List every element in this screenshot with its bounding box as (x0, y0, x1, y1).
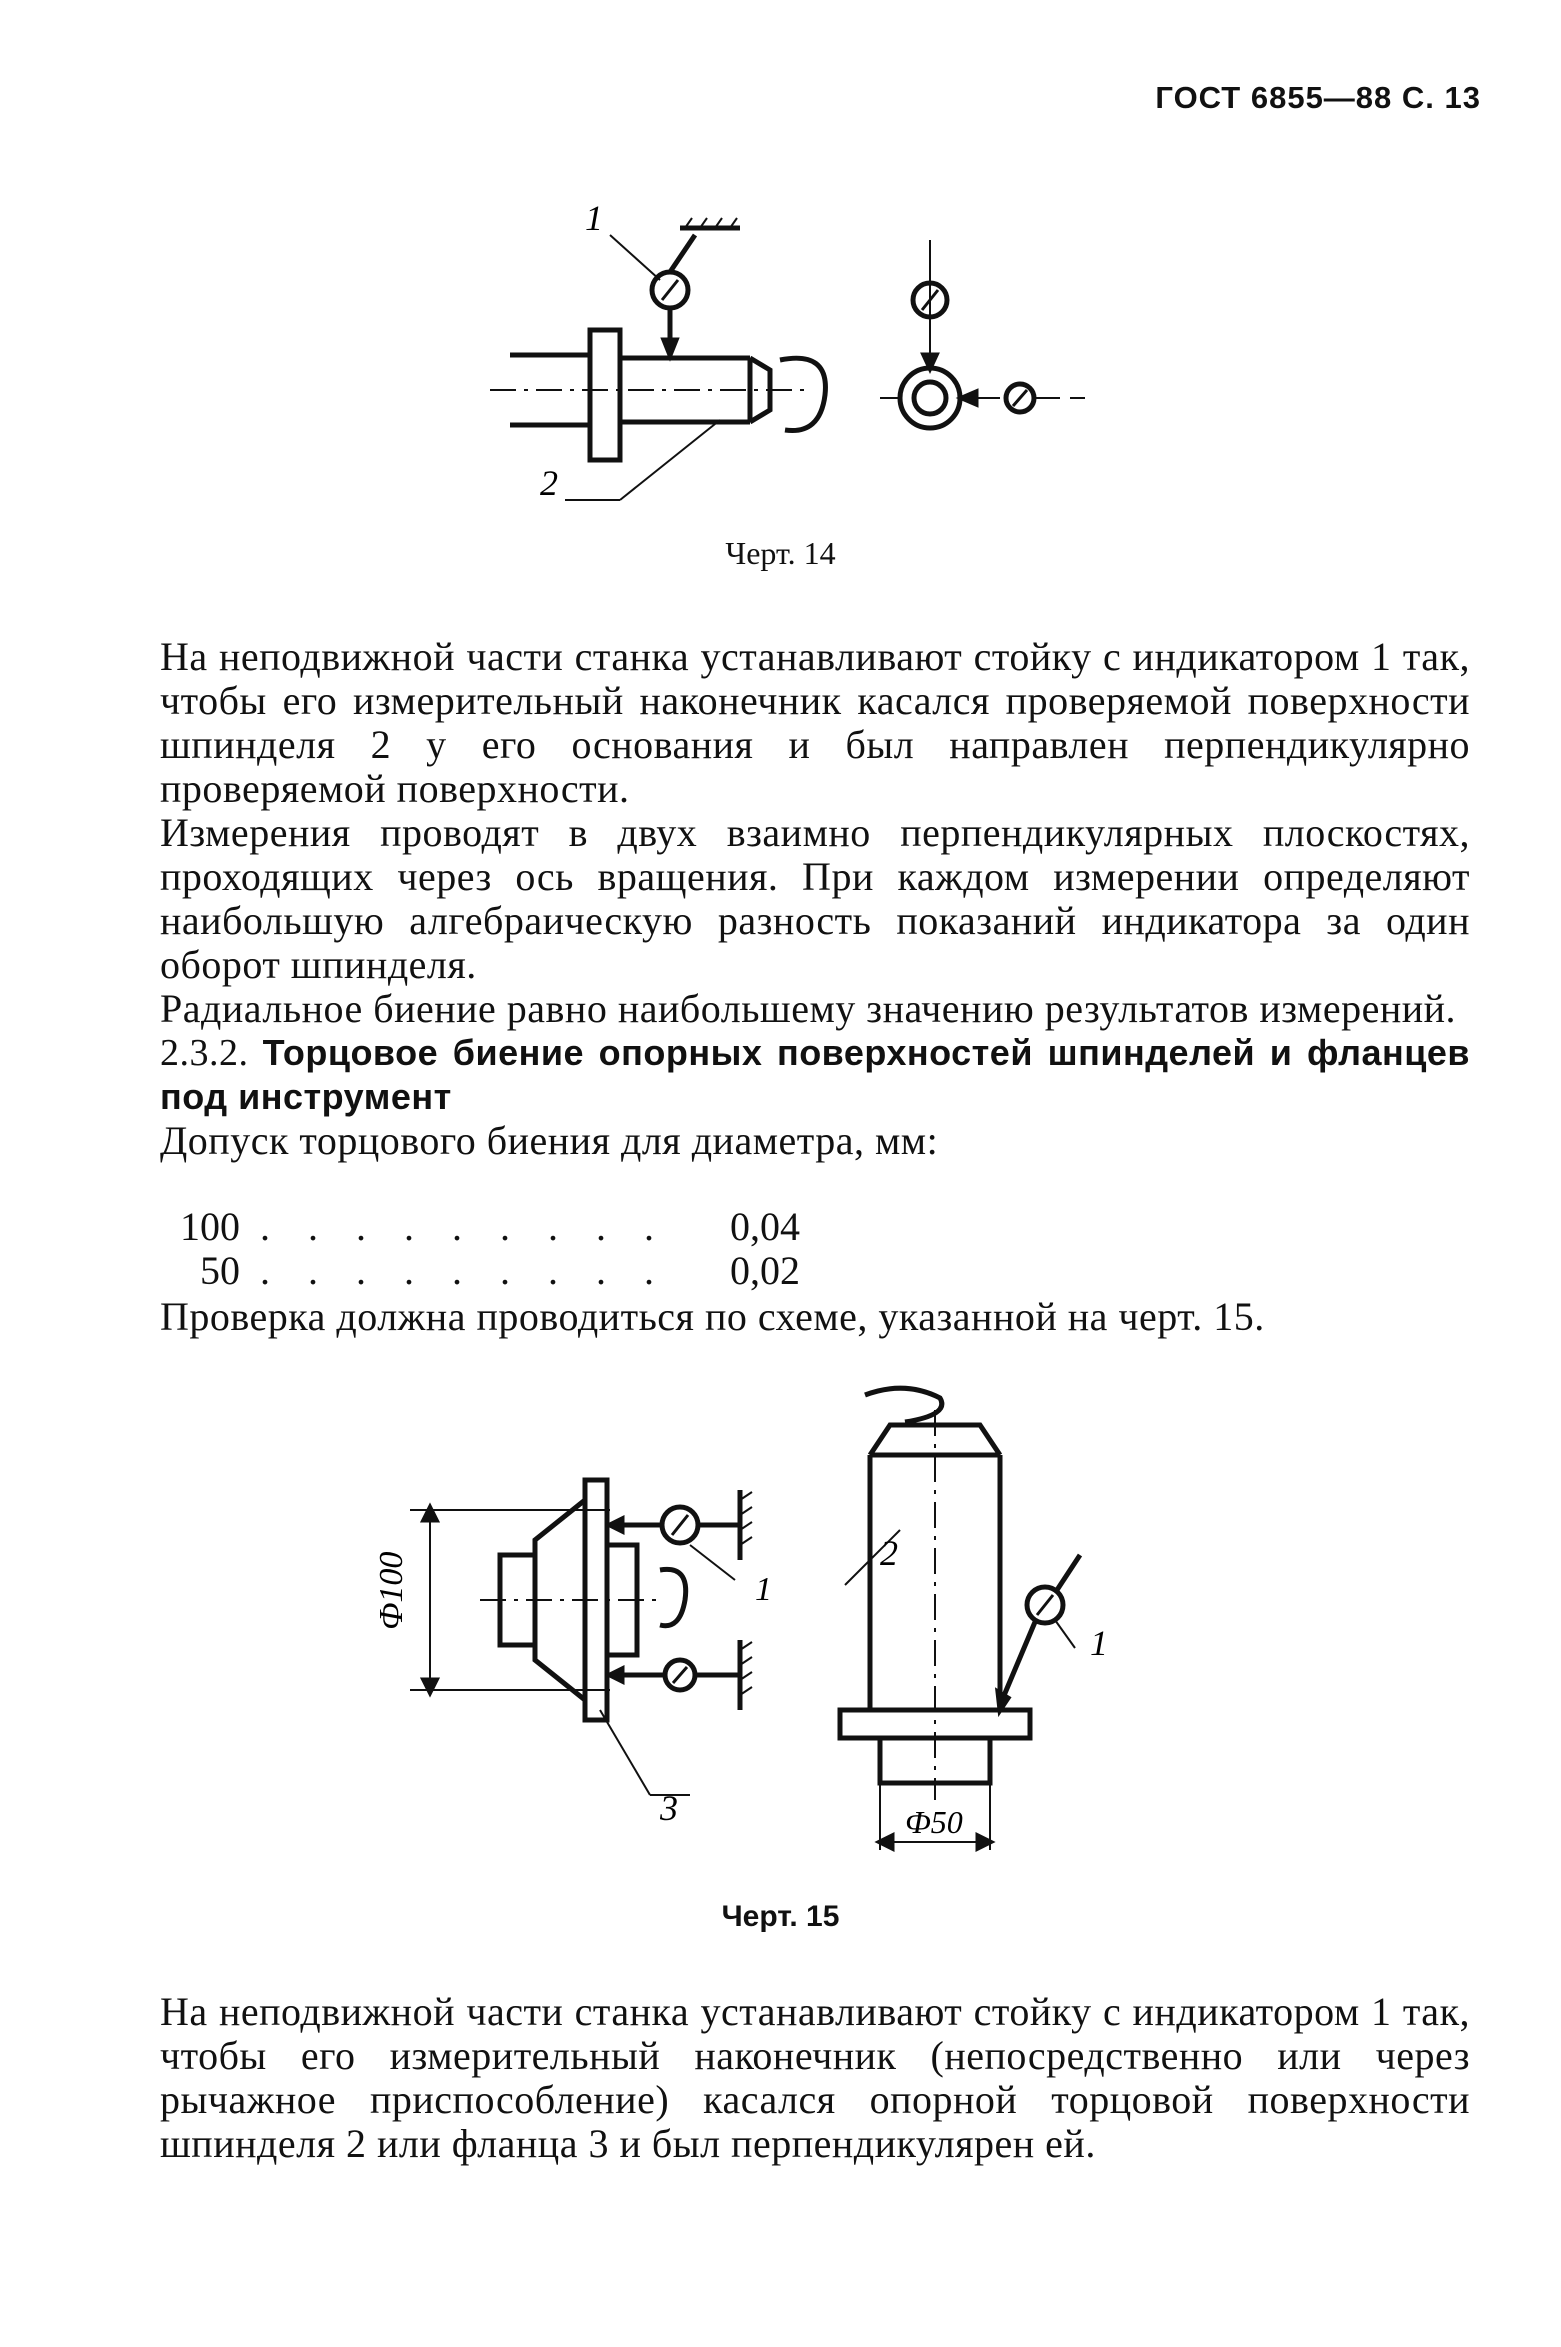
figure-14 (480, 180, 1180, 540)
figure-15-drawing (360, 1380, 1120, 1880)
section-heading (160, 1031, 1470, 1119)
figure-15-label-2: 2 (880, 1533, 898, 1573)
figure-14-drawing (480, 180, 1180, 540)
figure-15-label-1a: 1 (755, 1571, 772, 1608)
tolerance-table (160, 1205, 860, 1293)
section-number: 2.3.2. (160, 1032, 249, 1074)
tolerance-diameter: 100 (180, 1204, 240, 1249)
tolerance-row (160, 1205, 860, 1249)
figure-14-label-2: 2 (540, 463, 558, 503)
dimension-d50: Ф50 (905, 1804, 963, 1840)
paragraph-1: На неподвижной части станка устанавливают стойку с индикатором 1 так, чтобы его измерительный наконечник касался проверяемой поверхности шпинделя 2 у его основания и был направлен перпендикулярно проверяемой поверхности. (160, 634, 1470, 811)
paragraph-5: На неподвижной части станка устанавливают стойку с индикатором 1 так, чтобы его измерительный наконечник (непосредственно или через рычажное приспособление) касался опорной торцовой поверхности шпинделя 2 или фланца 3 и был перпендикулярен ей. (160, 1989, 1470, 2166)
page-header: ГОСТ 6855—88 С. 13 (1155, 80, 1481, 115)
tolerance-row (160, 1249, 860, 1293)
figure-15 (360, 1380, 1120, 1880)
body-text-block-2 (160, 1295, 1470, 1339)
tolerance-diameter: 50 (200, 1248, 240, 1293)
dimension-d100: Ф100 (373, 1551, 410, 1630)
paragraph-2: Измерения проводят в двух взаимно перпендикулярных плоскостях, проходящих через ось вращения. При каждом измерении определяют наибольшую алгебраическую разность показаний индикатора за один оборот шпинделя. (160, 810, 1470, 987)
figure-15-label-3: 3 (660, 1788, 678, 1828)
tolerance-value: 0,02 (730, 1248, 800, 1293)
body-text-block-1 (160, 635, 1470, 1163)
figure-14-label-1: 1 (585, 198, 603, 238)
paragraph-4: Проверка должна проводиться по схеме, указанной на черт. 15. (160, 1294, 1265, 1339)
figure-15-caption: Черт. 15 (721, 1900, 840, 1933)
body-text-block-3 (160, 1990, 1470, 2166)
tolerance-intro: Допуск торцового биения для диаметра, мм: (160, 1118, 939, 1163)
tolerance-value: 0,04 (730, 1204, 800, 1249)
figure-15-label-1b: 1 (1090, 1623, 1108, 1663)
dot-leader: . . . . . . . . . (260, 1204, 668, 1249)
paragraph-3: Радиальное биение равно наибольшему значению результатов измерений. (160, 986, 1457, 1031)
figure-14-caption: Черт. 14 (725, 535, 836, 571)
dot-leader: . . . . . . . . . (260, 1248, 668, 1293)
section-title: Торцовое биение опорных поверхностей шпинделей и фланцев под инструмент (160, 1032, 1470, 1117)
